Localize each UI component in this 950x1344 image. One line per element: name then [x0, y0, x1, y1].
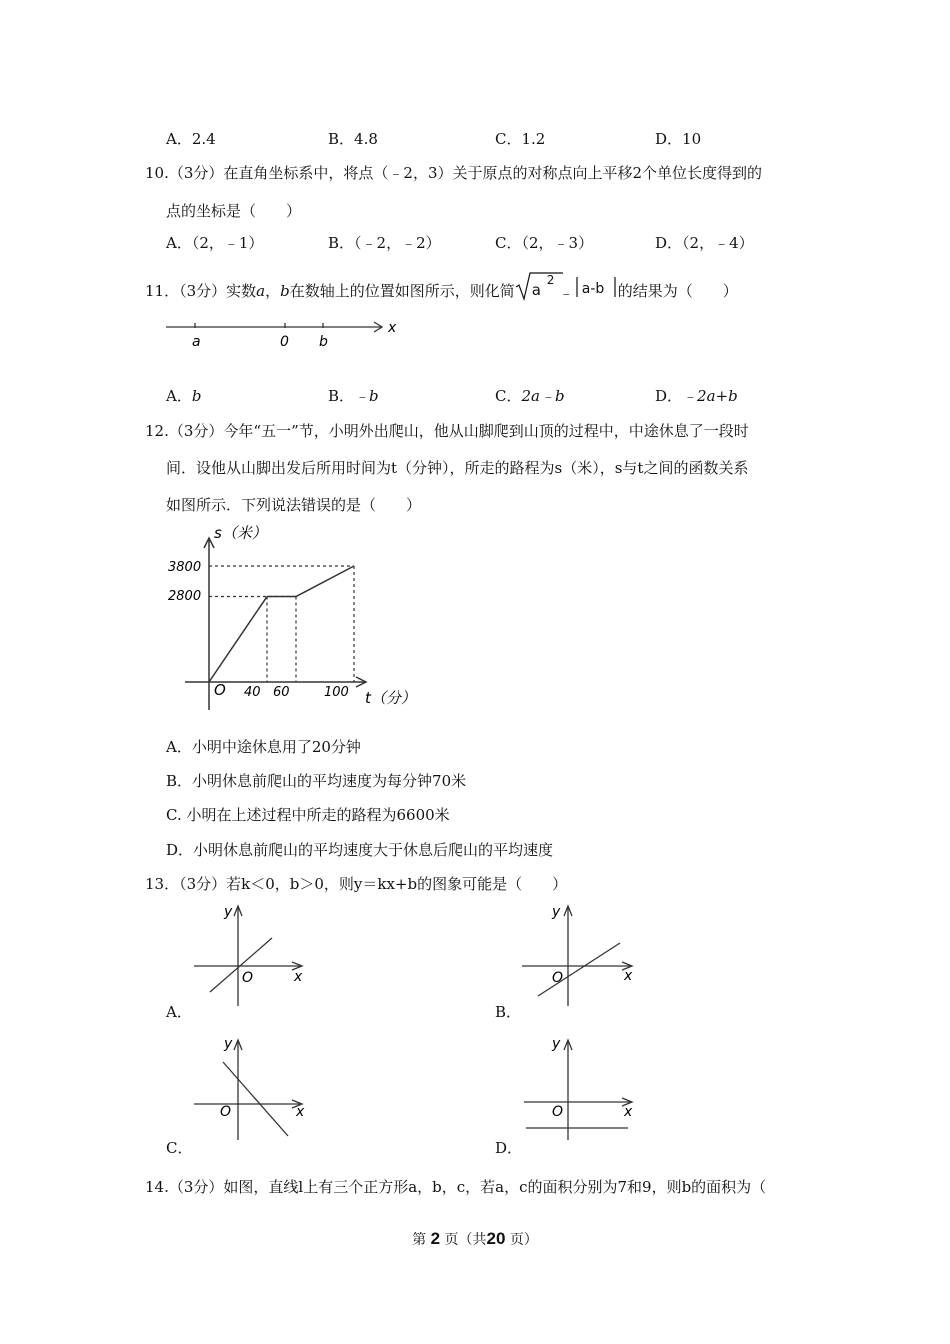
q13-option-a-label: A．	[166, 1003, 192, 1021]
q9-option-d: D．10	[655, 130, 702, 148]
svg-text:y: y	[552, 1036, 561, 1052]
svg-text:x: x	[296, 1104, 305, 1120]
svg-text:y: y	[224, 1036, 233, 1052]
svg-text:O: O	[552, 1104, 564, 1120]
q10-stem-line1: 10.（3分）在直角坐标系中，将点（﹣2，3）关于原点的对称点向上平移2个单位长度得到的	[145, 164, 763, 182]
q10-option-b: B．（﹣2，﹣2）	[328, 234, 441, 252]
q11-stem	[145, 273, 738, 302]
q10-option-c: C．（2，﹣3）	[495, 234, 594, 252]
q13-graph-d	[518, 1032, 648, 1142]
q12-distance-time-graph	[160, 520, 420, 715]
number-line-label-0: 0	[280, 334, 289, 350]
number-line-label-a: a	[192, 334, 201, 350]
q11-prefix: 11．（3分）实数	[145, 282, 257, 300]
q11-abs-content: a-b	[581, 281, 605, 297]
graph-guide-lines	[209, 566, 354, 682]
q13-option-d-label: D．	[495, 1139, 523, 1157]
svg-text:O: O	[242, 970, 254, 986]
q10-option-a: A．（2，﹣1）	[166, 234, 264, 252]
q11-expression	[515, 273, 618, 302]
q11-mid: 在数轴上的位置如图所示，则化简	[289, 282, 515, 300]
svg-text:y: y	[224, 904, 233, 920]
q11-suffix: 的结果为（ ）	[617, 282, 738, 300]
q11-var-a: a	[256, 282, 266, 300]
svg-text:O: O	[552, 970, 564, 986]
graph-x-tick-40: 40	[244, 685, 261, 700]
q14-stem: 14.（3分）如图，直线l上有三个正方形a，b，c，若a，c的面积分别为7和9，则b的面积为（	[145, 1178, 767, 1196]
graph-segment-1	[209, 597, 267, 682]
graph-y-tick-2800: 2800	[168, 589, 202, 604]
q11-sep: ，	[265, 282, 281, 300]
page-footer: 第 2 页（共20 页）	[412, 1229, 538, 1248]
q13-option-b-label: B．	[495, 1003, 522, 1021]
q11-option-d: D．﹣2a+b	[655, 387, 738, 405]
graph-x-axis-label: t（分）	[365, 689, 416, 707]
q12-stem-line2: 间．设他从山脚出发后所用时间为t（分钟），所走的路程为s（米），s与t之间的函数关系	[166, 459, 749, 477]
svg-text:x: x	[624, 968, 633, 984]
number-line-label-x: x	[388, 320, 397, 336]
graph-x-tick-60: 60	[273, 685, 290, 700]
q11-number-line	[160, 315, 400, 355]
q11-var-b: b	[280, 282, 290, 300]
footer-page-number: 2	[430, 1229, 441, 1248]
svg-text:x: x	[294, 969, 303, 985]
q11-radicand: a	[531, 281, 541, 299]
q13-option-c-label: C．	[166, 1139, 193, 1157]
q11-option-c: C．2a﹣b	[495, 387, 565, 405]
graph-series-line	[209, 566, 354, 682]
svg-text:x: x	[624, 1104, 633, 1120]
graph-x-tick-100: 100	[324, 685, 349, 700]
q9-option-a: A．2.4	[166, 130, 216, 148]
q13-stem: 13．（3分）若k＜0，b＞0，则y＝kx+b的图象可能是（ ）	[145, 875, 568, 893]
q9-option-b: B．4.8	[328, 130, 378, 148]
q12-stem-line1: 12.（3分）今年“五一”节，小明外出爬山，他从山脚爬到山顶的过程中，中途休息了一段时	[145, 422, 749, 440]
graph-segment-3	[296, 566, 354, 597]
graph-y-tick-3800: 3800	[168, 560, 202, 575]
q12-stem-line3: 如图所示．下列说法错误的是（ ）	[166, 496, 422, 514]
q10-option-d: D．（2，﹣4）	[655, 234, 754, 252]
q11-option-b: B．﹣b	[328, 387, 379, 405]
footer-total-pages: 20	[486, 1229, 506, 1248]
q13-graph-c	[190, 1032, 320, 1142]
svg-text:O: O	[220, 1104, 232, 1120]
number-line-label-b: b	[319, 334, 328, 350]
q12-option-c: C. 小明在上述过程中所走的路程为6600米	[166, 806, 450, 824]
q9-option-c: C．1.2	[495, 130, 546, 148]
q11-exponent: 2	[546, 273, 555, 287]
q12-option-a: A．小明中途休息用了20分钟	[166, 738, 361, 756]
svg-text:y: y	[552, 904, 561, 920]
graph-origin-label: O	[214, 681, 226, 699]
q12-option-b: B．小明休息前爬山的平均速度为每分钟70米	[166, 772, 467, 790]
q13-graph-b	[518, 898, 648, 1008]
q11-minus: ﹣	[558, 284, 574, 302]
q13-graph-a	[190, 898, 320, 1008]
q12-option-d: D．小明休息前爬山的平均速度大于休息后爬山的平均速度	[166, 841, 554, 859]
q10-stem-line2: 点的坐标是（ ）	[166, 202, 302, 220]
graph-y-axis-label: s（米）	[214, 524, 267, 542]
q11-option-a: A．b	[166, 387, 202, 405]
